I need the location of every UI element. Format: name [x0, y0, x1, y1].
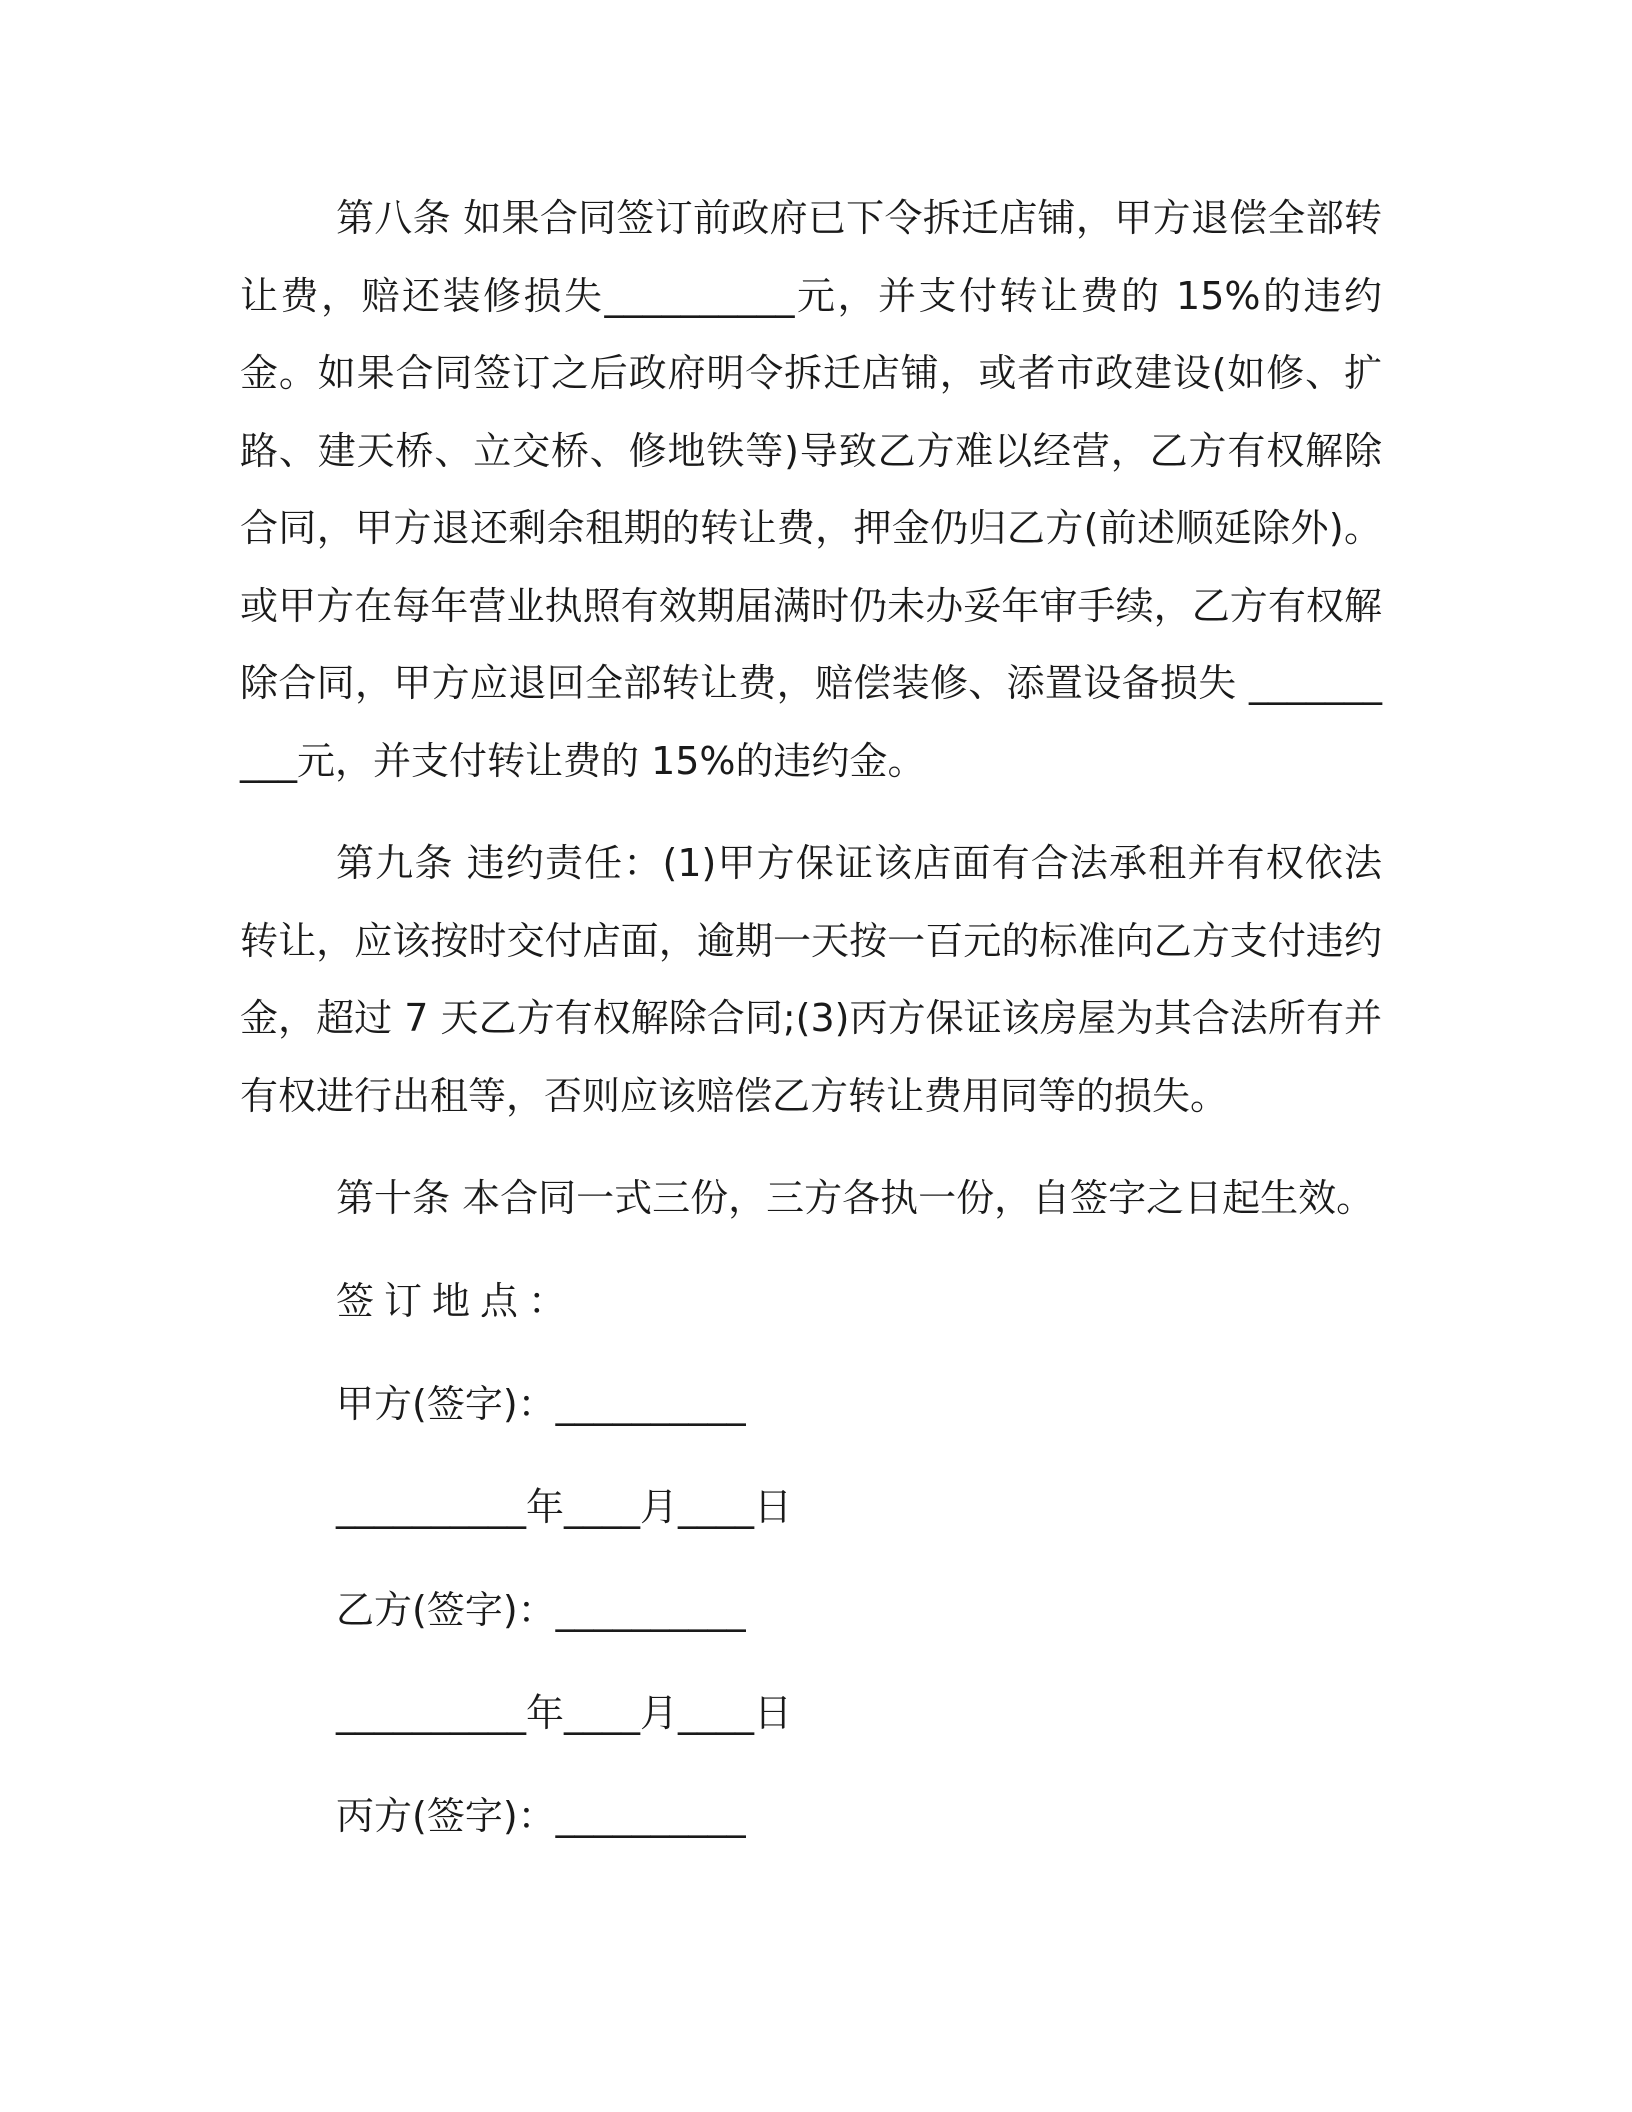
clause-article-9: 第九条 违约责任：(1)甲方保证该店面有合法承租并有权依法转让，应该按时交付店面，逾期一天按一百元的标准向乙方支付违约金，超过 7 天乙方有权解除合同;(3)丙方保证该房屋为其合法所有并有权进行出租等，否则应该赔偿乙方转让费用同等的损失。	[240, 841, 1382, 1118]
party-b-signature-line: 乙方(签字)：__________	[336, 1588, 746, 1632]
party-c-signature-line: 丙方(签字)：__________	[336, 1794, 746, 1838]
clause-article-10: 第十条 本合同一式三份，三方各执一份，自签字之日起生效。	[336, 1176, 1375, 1220]
signing-place-label: 签订地点：	[336, 1279, 577, 1323]
party-b-date-line: __________年____月____日	[336, 1691, 793, 1735]
clause-article-8: 第八条 如果合同签订前政府已下令拆迁店铺，甲方退偿全部转让费，赔还装修损失__________元，并支付转让费的 15%的违约金。如果合同签订之后政府明令拆迁店铺，或者市政建设(如修、扩路、建天桥、立交桥、修地铁等)导致乙方难以经营，乙方有权解除 合同，甲方退还剩余租期的转让费，押金仍归乙方(前述顺延除外)。或甲方在每年营业执照有效期届满时仍未办妥年审手续，乙方有权解除合同，甲方应退回全部转让费，赔偿装修、添置设备损失 __________元，并支付转让费的 15%的违约金。	[240, 196, 1382, 783]
party-a-date-line: __________年____月____日	[336, 1485, 793, 1529]
party-a-signature-line: 甲方(签字)：__________	[336, 1382, 746, 1426]
